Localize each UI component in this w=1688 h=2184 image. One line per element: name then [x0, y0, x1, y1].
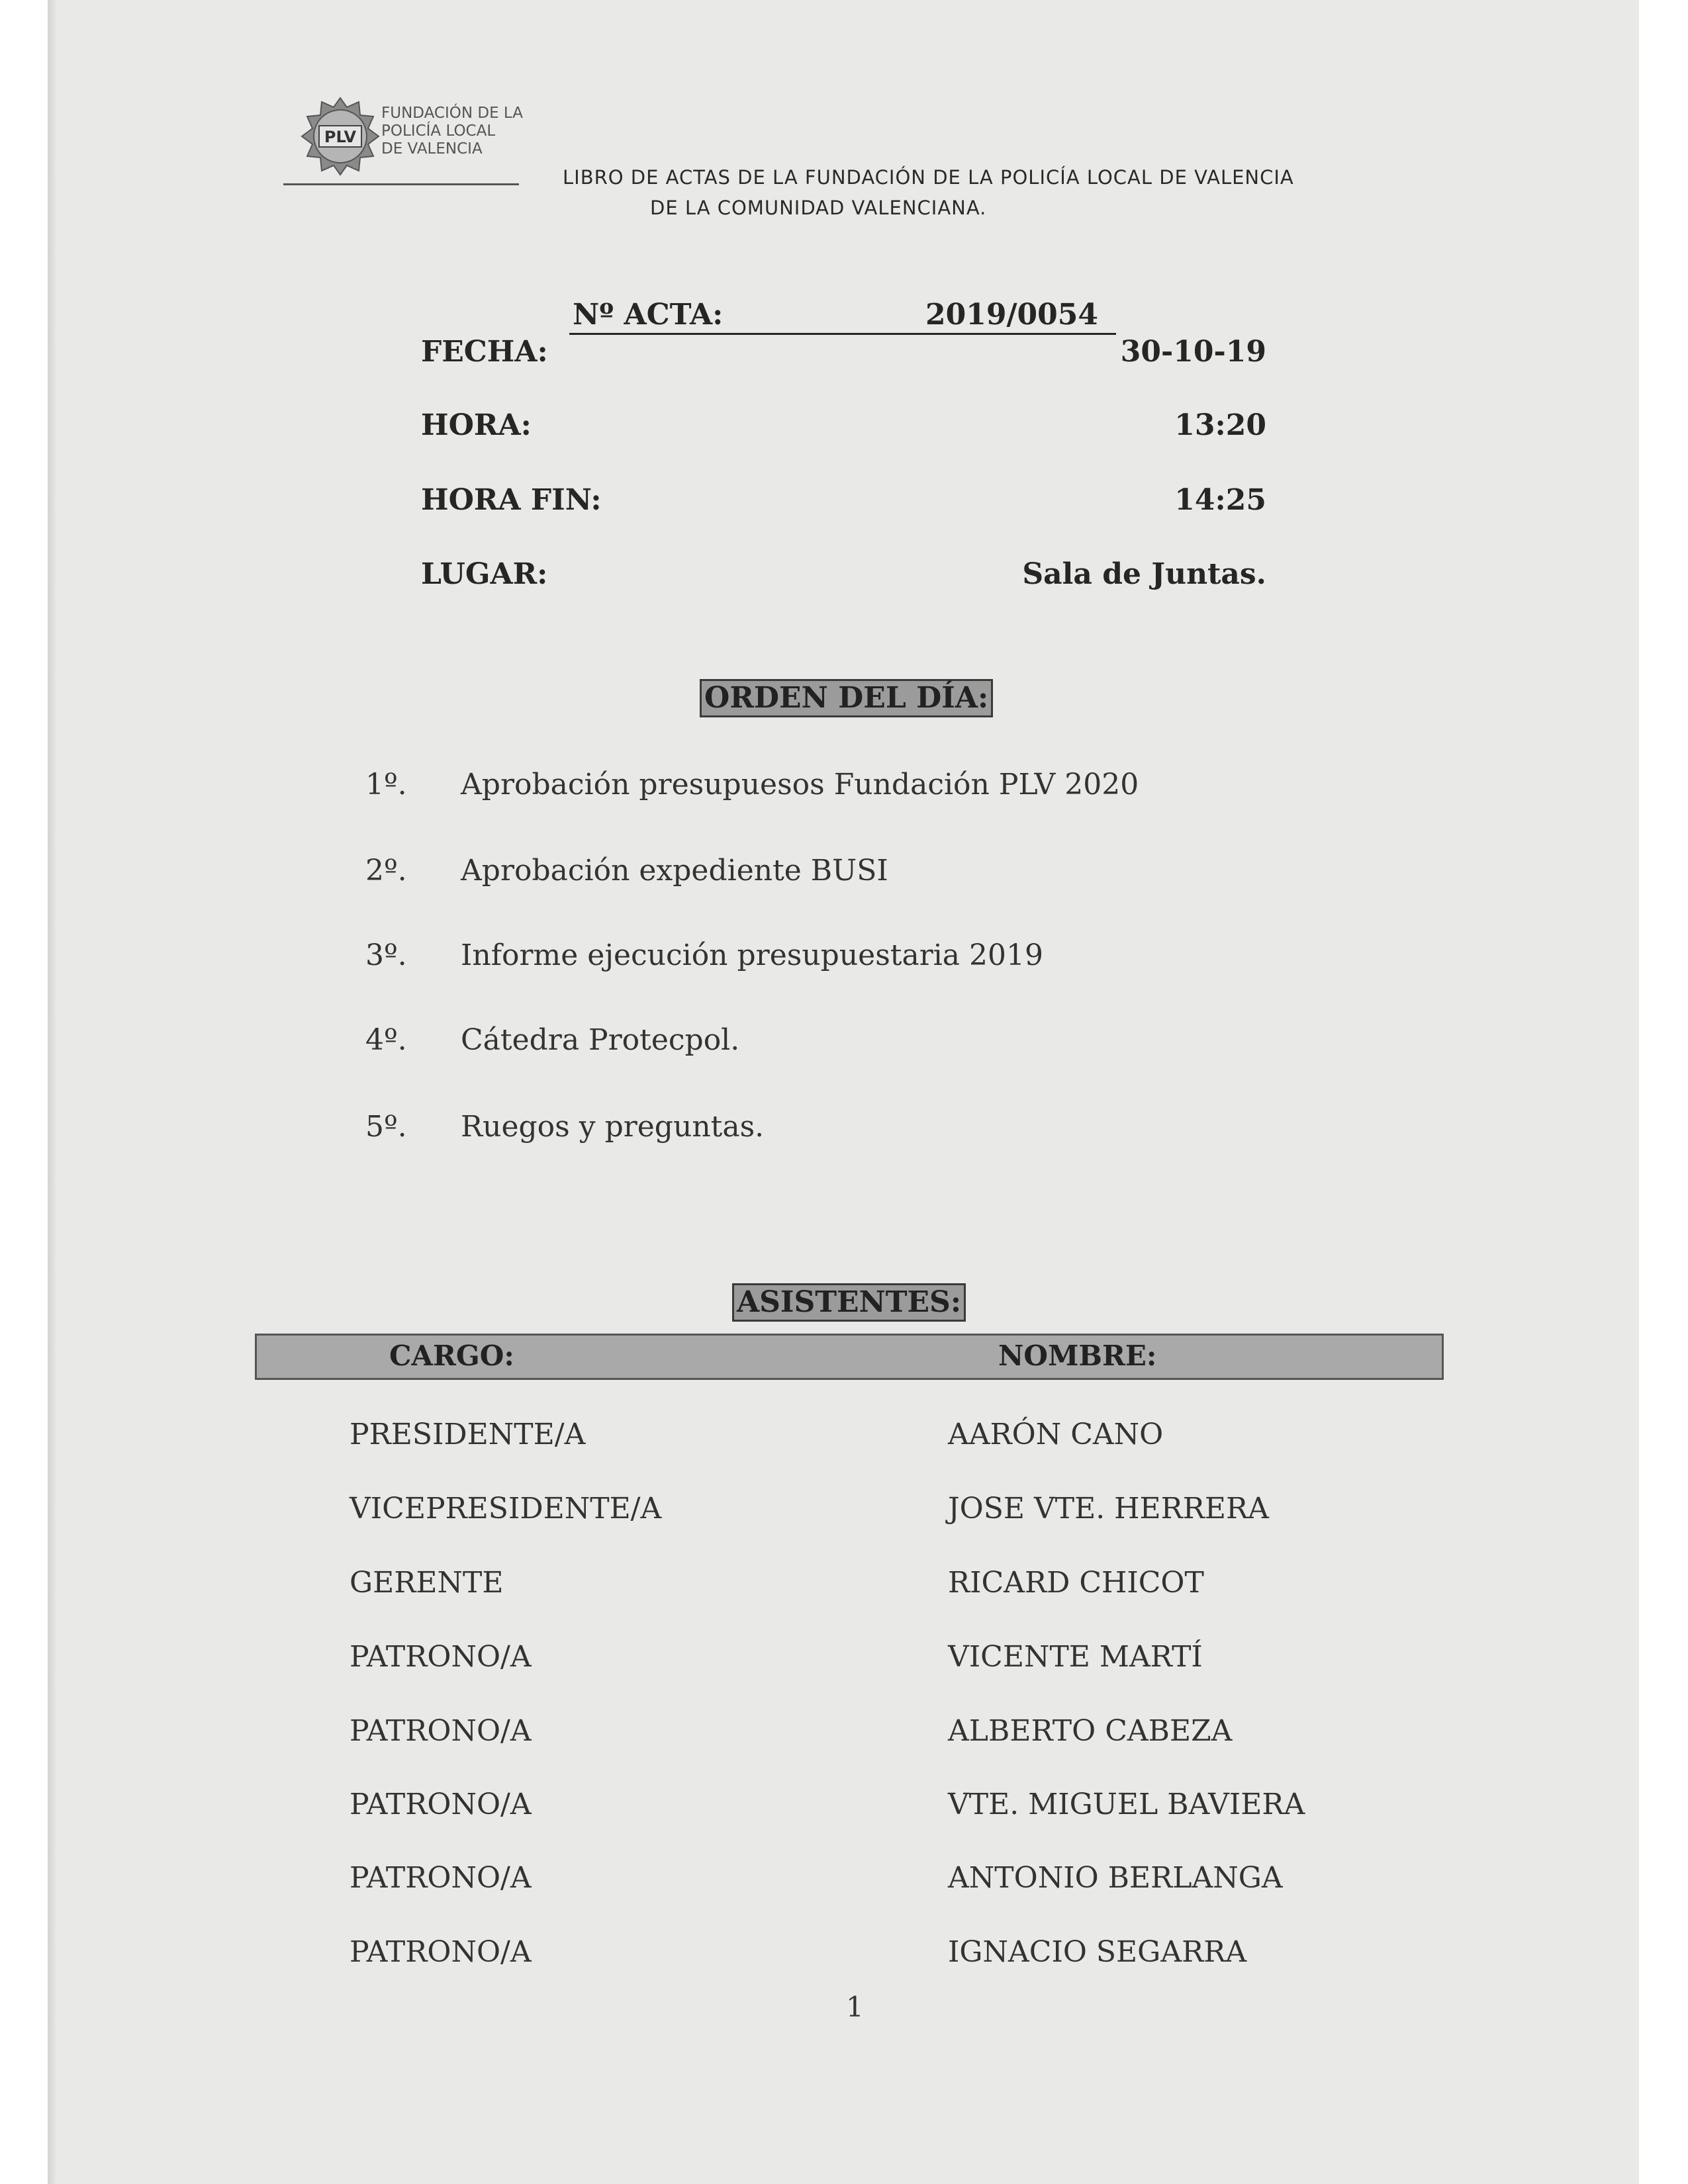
agenda-item — [365, 854, 888, 887]
logo-text: PLV — [324, 128, 357, 146]
book-title-line-1: LIBRO DE ACTAS DE LA FUNDACIÓN DE LA POLICÍA LOCAL DE VALENCIA — [563, 166, 1294, 189]
attendee-nombre: AARÓN CANO — [948, 1418, 1164, 1451]
hora-fin-value: 14:25 — [1174, 483, 1266, 517]
attendee-nombre: IGNACIO SEGARRA — [948, 1935, 1247, 1969]
foundation-name-line: POLICÍA LOCAL — [381, 122, 496, 140]
column-header-cargo: CARGO: — [389, 1340, 514, 1372]
attendee-cargo: VICEPRESIDENTE/A — [350, 1492, 662, 1525]
letterhead-divider — [283, 183, 519, 185]
agenda-item — [365, 768, 1139, 801]
attendee-cargo: PATRONO/A — [350, 1714, 532, 1748]
attendee-nombre: ALBERTO CABEZA — [948, 1714, 1233, 1748]
agenda-item — [365, 1023, 739, 1057]
foundation-name-line: DE VALENCIA — [381, 140, 483, 158]
attendee-nombre: ANTONIO BERLANGA — [948, 1861, 1283, 1895]
agenda-item-number: 5º. — [365, 1110, 407, 1144]
agenda-item-text: Ruegos y preguntas. — [461, 1110, 765, 1144]
agenda-item-number: 2º. — [365, 854, 407, 887]
attendees-table-header — [255, 1334, 1444, 1380]
book-title — [563, 162, 1489, 223]
attendee-cargo: PATRONO/A — [350, 1861, 532, 1895]
fecha-label: FECHA: — [421, 335, 548, 369]
book-title-line-2: DE LA COMUNIDAD VALENCIANA. — [650, 197, 987, 219]
hora-value: 13:20 — [1174, 408, 1266, 442]
agenda-item — [365, 938, 1043, 972]
attendee-cargo: GERENTE — [350, 1566, 504, 1600]
attendee-cargo: PATRONO/A — [350, 1935, 532, 1969]
acta-underline — [569, 333, 1116, 335]
hora-label: HORA: — [421, 408, 532, 442]
attendees-heading: ASISTENTES: — [732, 1283, 966, 1322]
plv-badge-icon — [299, 95, 381, 177]
page-number: 1 — [846, 1991, 864, 2023]
document-page — [48, 0, 1639, 2184]
lugar-value: Sala de Juntas. — [1022, 557, 1266, 591]
attendee-nombre: VTE. MIGUEL BAVIERA — [948, 1788, 1305, 1821]
agenda-item-text: Informe ejecución presupuestaria 2019 — [461, 938, 1043, 972]
lugar-label: LUGAR: — [421, 557, 548, 591]
agenda-heading: ORDEN DEL DÍA: — [700, 679, 993, 717]
acta-number-label: Nº ACTA: — [573, 298, 724, 332]
attendee-nombre: JOSE VTE. HERRERA — [948, 1492, 1269, 1525]
column-header-nombre: NOMBRE: — [998, 1340, 1157, 1372]
acta-number-value: 2019/0054 — [925, 298, 1098, 332]
attendee-cargo: PATRONO/A — [350, 1640, 532, 1674]
attendee-nombre: VICENTE MARTÍ — [948, 1640, 1203, 1674]
attendee-cargo: PRESIDENTE/A — [350, 1418, 586, 1451]
attendee-nombre: RICARD CHICOT — [948, 1566, 1204, 1600]
agenda-item-text: Aprobación expediente BUSI — [461, 854, 888, 887]
agenda-item-text: Aprobación presupuesos Fundación PLV 2020 — [461, 768, 1139, 801]
agenda-item-text: Cátedra Protecpol. — [461, 1023, 740, 1057]
foundation-name — [381, 105, 534, 158]
agenda-item-number: 3º. — [365, 938, 407, 972]
agenda-item — [365, 1110, 764, 1144]
hora-fin-label: HORA FIN: — [421, 483, 602, 517]
attendee-cargo: PATRONO/A — [350, 1788, 532, 1821]
fecha-value: 30-10-19 — [1120, 335, 1266, 369]
agenda-item-number: 1º. — [365, 768, 407, 801]
agenda-item-number: 4º. — [365, 1023, 407, 1057]
foundation-name-line: FUNDACIÓN DE LA — [381, 105, 523, 122]
